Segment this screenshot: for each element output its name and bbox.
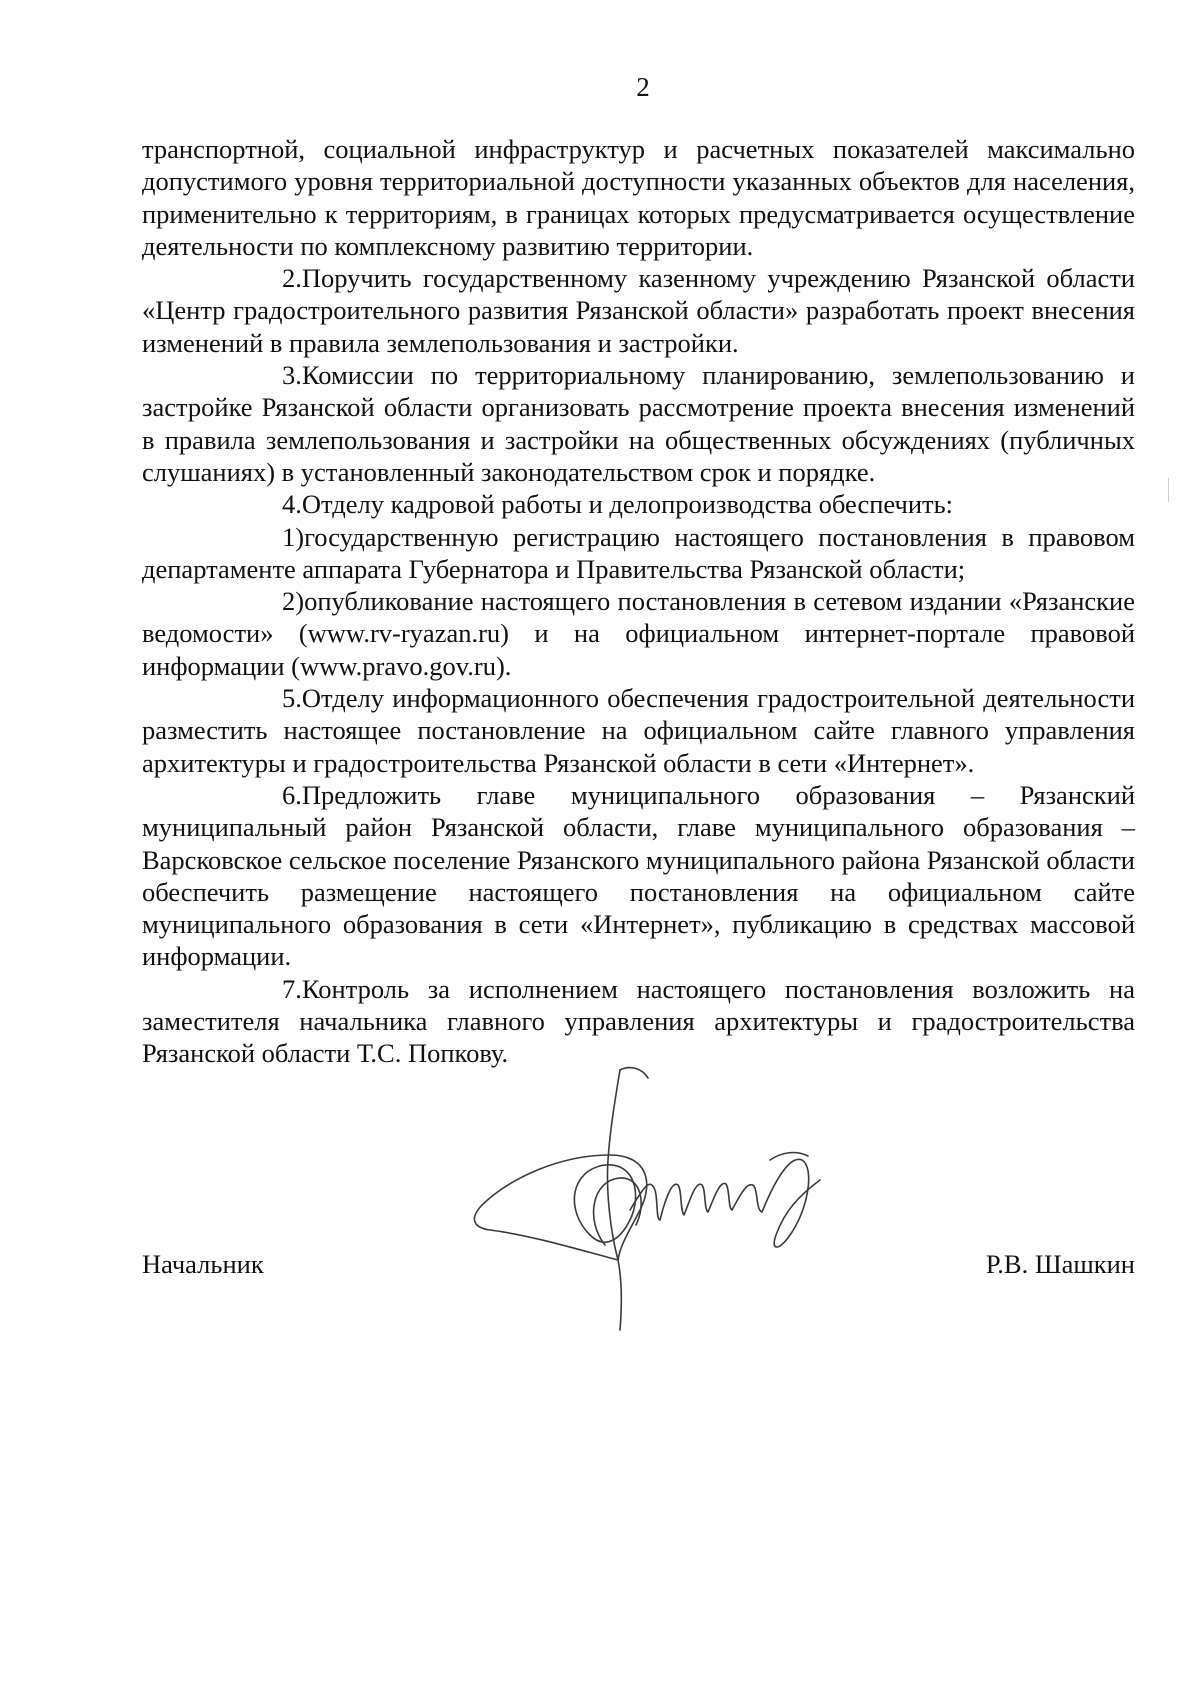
paragraph-text: Отделу информационного обеспечения градостроительной деятельности разместить настоящее постановление на официальном сайте главного управления архитектуры и градостроительства Рязанской области в сети «Интернет». [142, 683, 1135, 778]
paragraph-item-2 [142, 262, 1135, 359]
paragraph-item-3 [142, 359, 1135, 488]
paragraph-item-4 [142, 488, 1135, 520]
paragraph-item-6 [142, 779, 1135, 973]
paragraph-subitem-2 [142, 585, 1135, 682]
item-number: 2) [282, 586, 305, 617]
page-number: 2 [636, 72, 650, 102]
paragraph-text: Отделу кадровой работы и делопроизводства обеспечить: [301, 489, 954, 520]
signature-block [142, 1248, 1135, 1288]
scan-artifact [1168, 478, 1169, 502]
paragraph-1-continuation [142, 133, 1135, 262]
document-body [142, 133, 1135, 1070]
paragraph-text: транспортной, социальной инфраструктур и расчетных показателей максимально допустимого уровня территориальной доступности указанных объектов для населения, применительно к территориям, в границах которых предусматривается осуществление деятельности по комплексному развитию территории. [142, 134, 1135, 261]
signatory-name: Р.В. Шашкин [985, 1249, 1135, 1279]
handwritten-signature [470, 1060, 890, 1360]
item-number: 7. [282, 973, 302, 1004]
paragraph-item-7 [142, 973, 1135, 1070]
paragraph-text: Предложить главе муниципального образования – Рязанский муниципальный район Рязанской области, главе муниципального образования – Варсковское сельское поселение Рязанского муниципального района Рязанской области обеспечить размещение настоящего постановления на официальном сайте муниципального образования в сети «Интернет», публикацию в средствах массовой информации. [142, 779, 1135, 972]
paragraph-subitem-1 [142, 521, 1135, 586]
paragraph-item-5 [142, 682, 1135, 779]
paragraph-text: опубликование настоящего постановления в сетевом издании «Рязанские ведомости» (www.rv-ryazan.ru) и на официальном интернет-портале правовой информации (www.pravo.gov.ru). [142, 586, 1135, 681]
item-number: 5. [282, 683, 302, 714]
signatory-title: Начальник [142, 1249, 264, 1279]
paragraph-text: Контроль за исполнением настоящего постановления возложить на заместителя начальника главного управления архитектуры и градостроительства Рязанской области Т.С. Попкову. [142, 973, 1135, 1069]
item-number: 4. [282, 489, 302, 520]
item-number: 3. [282, 360, 302, 391]
item-number: 2. [282, 263, 302, 294]
paragraph-text: Комиссии по территориальному планированию, землепользованию и застройке Рязанской области организовать рассмотрение проекта внесения изменений в правила землепользования и застройки на общественных обсуждениях (публичных слушаниях) в установленный законодательством срок и порядке. [142, 360, 1135, 487]
item-number: 1) [282, 521, 305, 552]
paragraph-text: государственную регистрацию настоящего постановления в правовом департаменте аппарата Губернатора и Правительства Рязанской области; [142, 521, 1135, 584]
item-number: 6. [282, 779, 302, 810]
paragraph-text: Поручить государственному казенному учреждению Рязанской области «Центр градостроительного развития Рязанской области» разработать проект внесения изменений в правила землепользования и застройки. [142, 263, 1135, 358]
